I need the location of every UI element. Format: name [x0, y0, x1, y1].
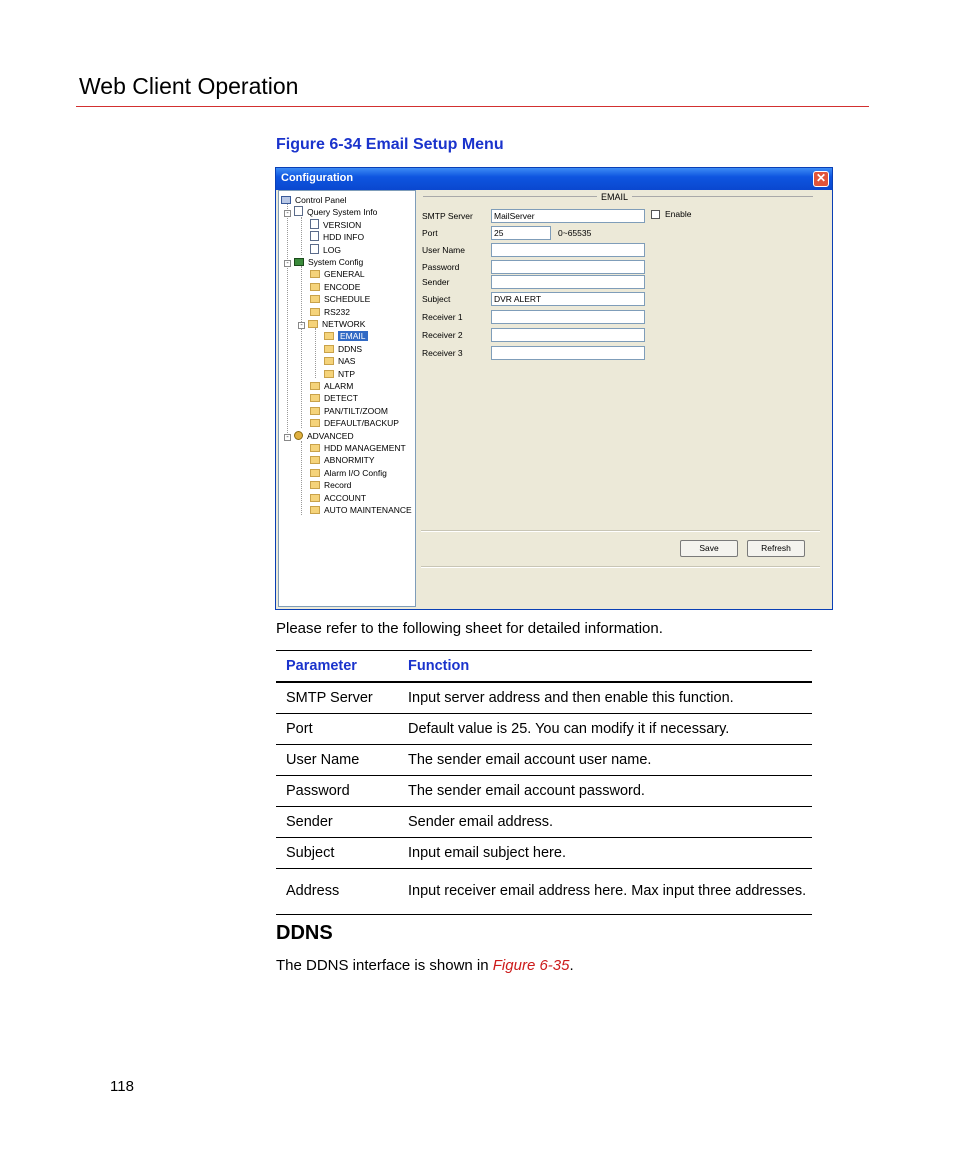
figure-reference-link[interactable]: Figure 6-35 [492, 957, 570, 974]
tree-item-label: HDD MANAGEMENT [324, 443, 406, 453]
tree-item[interactable] [310, 268, 365, 280]
password-label: Password [422, 262, 460, 272]
tree-item[interactable] [310, 293, 370, 305]
tree-item-label: Control Panel [295, 195, 347, 205]
tree-item[interactable] [310, 467, 387, 479]
tree-item-label: Record [324, 480, 352, 491]
tree-item[interactable] [310, 479, 351, 491]
parameter-cell: Port [276, 714, 398, 745]
button-separator [421, 530, 820, 532]
sender-label: Sender [422, 277, 450, 287]
tree-item[interactable] [310, 504, 412, 516]
parameter-cell: SMTP Server [276, 682, 398, 714]
parameter-cell: User Name [276, 745, 398, 776]
user-name-input[interactable] [491, 243, 645, 257]
tree-item-label: VERSION [323, 219, 362, 230]
enable-checkbox[interactable] [651, 210, 660, 219]
function-cell: The sender email account user name. [398, 745, 812, 776]
tree-item[interactable] [310, 492, 366, 504]
folder-icon [310, 407, 320, 415]
ddns-heading: DDNS [276, 922, 333, 944]
tree-item-label: HDD INFO [323, 232, 365, 243]
window-title: Configuration [281, 172, 354, 184]
tree-item-label: ALARM [324, 381, 354, 391]
table-row [276, 838, 812, 869]
tree-item[interactable] [284, 256, 363, 268]
tree-item-label: Alarm I/O Config [324, 467, 387, 478]
tree-item[interactable] [310, 442, 406, 454]
close-icon: ✕ [815, 171, 827, 185]
tree-item-label: System Config [308, 257, 364, 267]
tree-item-label: DETECT [324, 393, 358, 404]
tree-item[interactable] [310, 244, 341, 256]
tree-item[interactable] [310, 231, 364, 243]
tree-item-label: GENERAL [324, 269, 365, 280]
tree-item[interactable] [310, 405, 388, 417]
tree-item[interactable] [310, 417, 399, 429]
tree-item-label: SCHEDULE [324, 294, 371, 305]
folder-icon [310, 444, 320, 452]
tree-item[interactable] [310, 219, 361, 231]
port-range: 0~65535 [558, 228, 592, 238]
configuration-window [275, 167, 833, 610]
ddns-text-prefix: The DDNS interface is shown in [276, 957, 493, 974]
page-icon [310, 231, 319, 241]
email-group-label: EMAIL [597, 192, 632, 202]
tree-item-label: DDNS [338, 343, 363, 354]
page-header-title: Web Client Operation [79, 73, 299, 99]
table-row [276, 807, 812, 838]
tree-item-label: ADVANCED [307, 430, 354, 441]
tree-item-label: LOG [323, 244, 341, 255]
tree-item[interactable] [324, 368, 355, 380]
tree-connector [301, 266, 302, 428]
tree-item-label: PAN/TILT/ZOOM [324, 405, 388, 416]
tree-item-label: ABNORMITY [324, 455, 375, 466]
tree-item[interactable] [324, 330, 368, 342]
folder-icon [324, 357, 334, 365]
folder-icon [310, 419, 320, 427]
tree-connector [301, 441, 302, 515]
close-button[interactable] [813, 171, 829, 187]
tree-item[interactable] [310, 392, 358, 404]
tree-item-label: Query System Info [307, 207, 378, 218]
tree-connector [301, 217, 302, 255]
password-input[interactable] [491, 260, 645, 274]
config-tree [278, 190, 416, 607]
tree-item-label: EMAIL [340, 331, 366, 342]
tree-item[interactable] [298, 318, 365, 330]
function-cell: Input server address and then enable this function. [398, 682, 812, 714]
tree-expander-icon[interactable]: - [284, 210, 291, 217]
tree-item-label: ACCOUNT [324, 492, 367, 503]
config-icon [294, 258, 304, 266]
save-button[interactable]: Save [680, 540, 738, 557]
refresh-button[interactable]: Refresh [747, 540, 805, 557]
ddns-text-suffix: . [569, 957, 574, 974]
table-row [276, 776, 812, 807]
tree-expander-icon[interactable]: - [284, 434, 291, 441]
tree-item[interactable] [281, 194, 347, 206]
receiver1-input[interactable] [491, 310, 645, 324]
table-row [276, 714, 812, 745]
tree-item[interactable] [324, 343, 362, 355]
tree-item-label: NTP [338, 368, 355, 379]
tree-item[interactable] [284, 206, 377, 218]
folder-icon [324, 345, 334, 353]
window-titlebar[interactable] [276, 168, 832, 190]
table-row [276, 745, 812, 776]
port-label: Port [422, 228, 438, 238]
tree-item-label: NETWORK [322, 319, 366, 329]
receiver3-input[interactable] [491, 346, 645, 360]
tree-item[interactable] [324, 355, 355, 367]
enable-label: Enable [665, 209, 692, 219]
parameter-cell: Password [276, 776, 398, 807]
monitor-icon [281, 196, 291, 204]
port-input[interactable]: 25 [491, 226, 551, 240]
tree-connector [287, 204, 288, 439]
function-cell: Default value is 25. You can modify it if necessary. [398, 714, 812, 745]
folder-icon [310, 295, 320, 303]
user-name-label: User Name [422, 245, 465, 255]
function-cell: Sender email address. [398, 807, 812, 838]
table-header-row [276, 651, 812, 683]
tree-item-label: AUTO MAINTENANCE [324, 505, 412, 515]
sender-input[interactable] [491, 275, 645, 289]
folder-icon [310, 456, 320, 464]
table-row [276, 869, 812, 915]
figure-caption: Figure 6-34 Email Setup Menu [276, 136, 504, 153]
parameter-table [276, 650, 812, 915]
folder-icon [308, 320, 318, 328]
table-row [276, 682, 812, 714]
folder-icon [310, 481, 320, 489]
subject-input[interactable]: DVR ALERT [491, 292, 645, 306]
folder-icon [310, 394, 320, 402]
tree-connector [315, 328, 316, 378]
parameter-cell: Subject [276, 838, 398, 869]
page-number: 118 [110, 1078, 134, 1095]
email-panel [417, 190, 830, 607]
receiver3-label: Receiver 3 [422, 348, 463, 358]
gear-icon [294, 431, 303, 440]
tree-expander-icon[interactable]: - [284, 260, 291, 267]
folder-icon [310, 382, 320, 390]
folder-icon [310, 494, 320, 502]
folder-icon [310, 270, 320, 278]
tree-item-label: ENCODE [324, 281, 361, 292]
tree-item-label: DEFAULT/BACKUP [324, 418, 399, 429]
tree-item[interactable] [310, 306, 350, 318]
tree-item-label: NAS [338, 356, 356, 367]
page-icon [310, 219, 319, 229]
receiver2-input[interactable] [491, 328, 645, 342]
tree-item-label: RS232 [324, 306, 350, 317]
receiver2-label: Receiver 2 [422, 330, 463, 340]
folder-icon [310, 506, 320, 514]
header-rule [76, 106, 869, 107]
function-cell: Input email subject here. [398, 838, 812, 869]
config-page-icon [294, 206, 303, 216]
tree-expander-icon[interactable]: - [298, 322, 305, 329]
parameter-cell: Sender [276, 807, 398, 838]
intro-text: Please refer to the following sheet for detailed information. [276, 620, 663, 637]
bottom-separator [421, 566, 820, 568]
ddns-paragraph [276, 957, 574, 974]
tree-item[interactable] [310, 281, 360, 293]
folder-icon [324, 332, 334, 340]
function-cell: Input receiver email address here. Max input three addresses. [398, 869, 812, 915]
parameter-cell: Address [276, 869, 398, 915]
tree-item[interactable] [284, 430, 354, 442]
folder-icon [324, 370, 334, 378]
folder-icon [310, 308, 320, 316]
tree-item[interactable] [310, 454, 375, 466]
header-function: Function [398, 651, 812, 683]
function-cell: The sender email account password. [398, 776, 812, 807]
header-parameter: Parameter [276, 651, 398, 683]
tree-item[interactable] [310, 380, 353, 392]
smtp-server-label: SMTP Server [422, 211, 473, 221]
folder-icon [310, 469, 320, 477]
folder-icon [310, 283, 320, 291]
page-icon [310, 244, 319, 254]
smtp-server-input[interactable]: MailServer [491, 209, 645, 223]
receiver1-label: Receiver 1 [422, 312, 463, 322]
subject-label: Subject [422, 294, 451, 304]
